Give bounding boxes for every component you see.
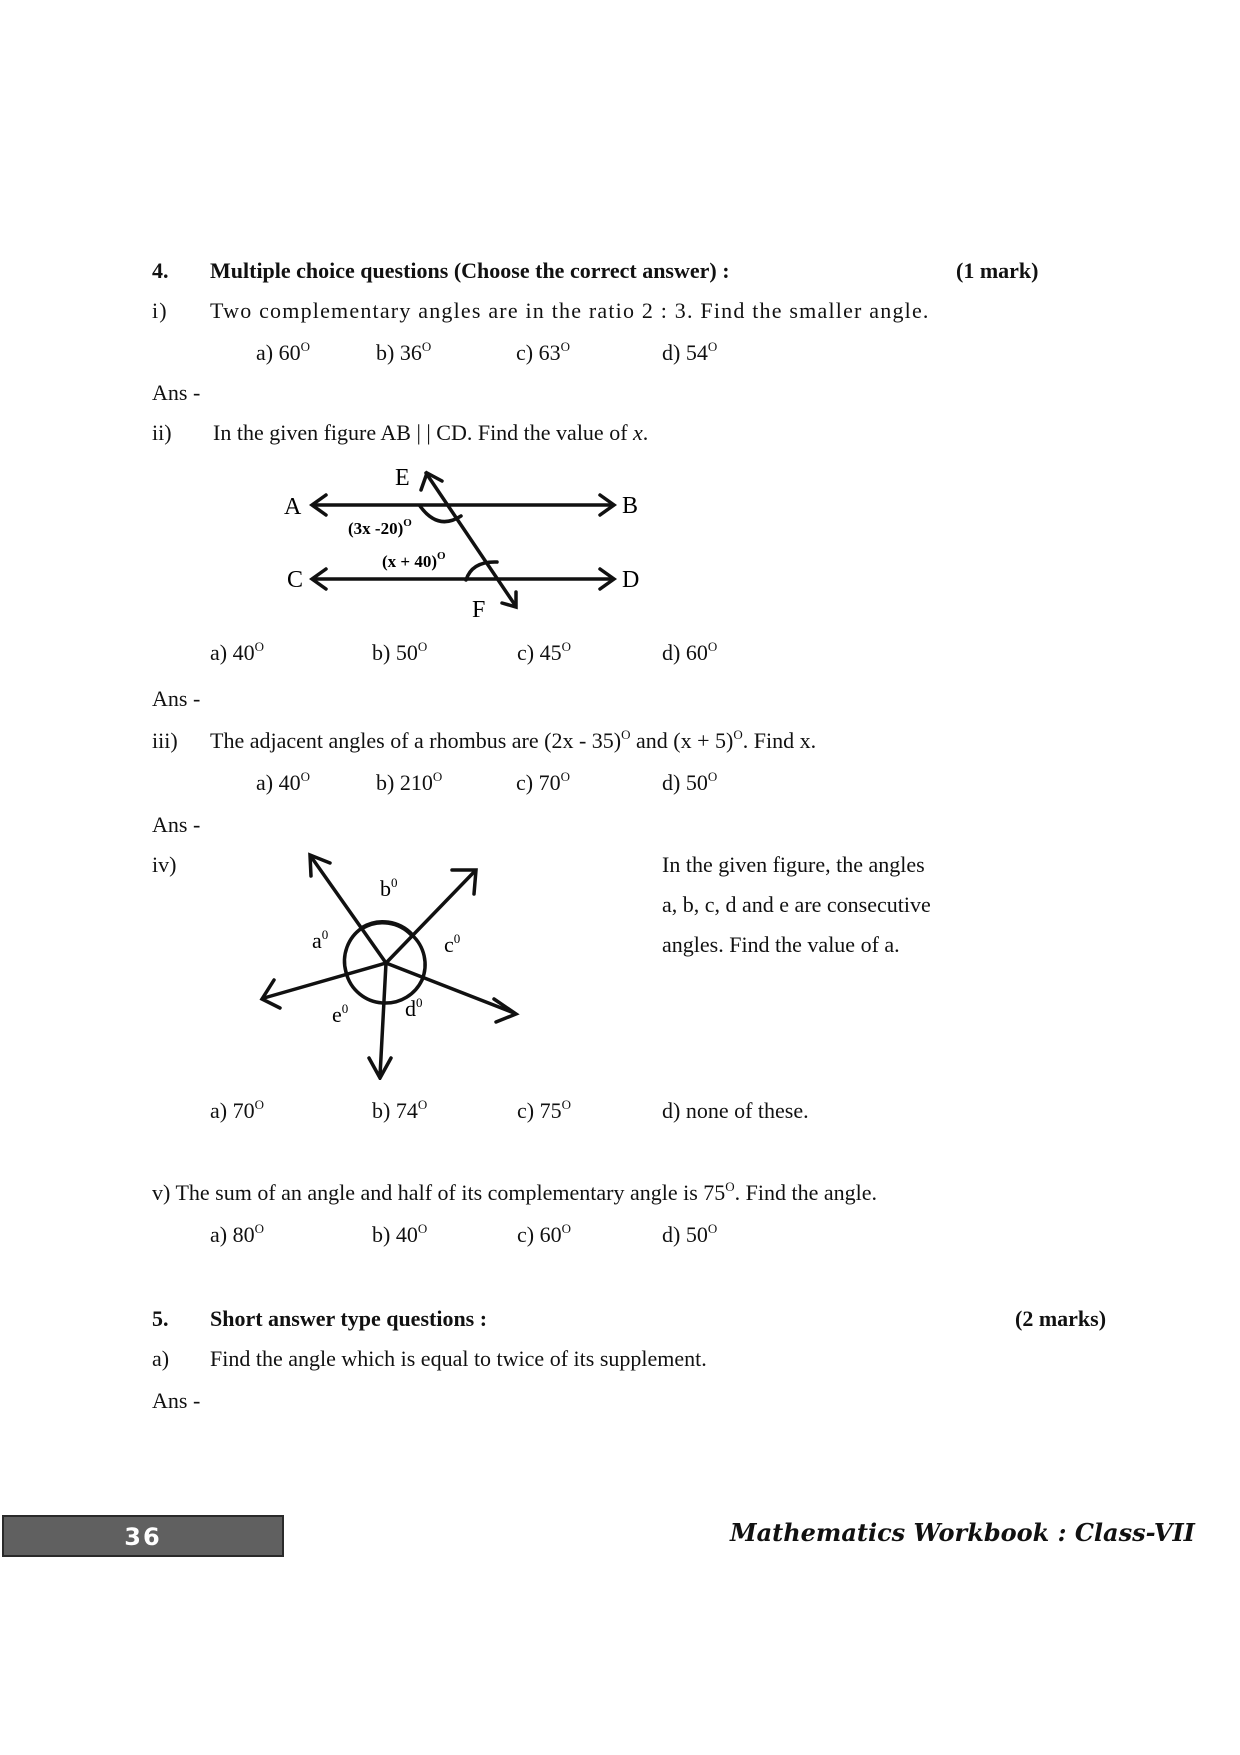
q-iv-side-text-3: angles. Find the value of a. bbox=[662, 932, 900, 957]
q-iv-side-text-1: In the given figure, the angles bbox=[662, 852, 925, 877]
q-iii-option-c: c) $70^O$ bbox=[516, 769, 570, 795]
q4-heading: Multiple choice questions (Choose the correct answer) : bbox=[210, 258, 730, 283]
label-b: B bbox=[622, 493, 639, 519]
ray-5 bbox=[380, 963, 386, 1076]
q-iii-ans: Ans - bbox=[152, 812, 201, 837]
label-c: C bbox=[287, 567, 304, 593]
q-iv-option-c: c) $75^O$ bbox=[517, 1097, 571, 1123]
q-v-text: v) The sum of an angle and half of its complementary angle is $75^O$. Find the angle. bbox=[152, 1179, 878, 1205]
q5a-text: Find the angle which is equal to twice of its supplement. bbox=[210, 1346, 707, 1371]
q-ii-text: In the given figure AB | | CD. Find the value of x. bbox=[213, 420, 649, 445]
angle-c-label: $c^0$ bbox=[444, 931, 461, 957]
angle-a-label: $a^0$ bbox=[312, 927, 329, 953]
q-v-option-c: c) $60^O$ bbox=[517, 1221, 571, 1247]
q-i-option-c: c) $63^O$ bbox=[516, 339, 570, 365]
q4-number: 4. bbox=[152, 258, 169, 283]
q-ii-ans: Ans - bbox=[152, 686, 201, 711]
q-i-option-a: a) $60^O$ bbox=[256, 339, 310, 365]
label-e: E bbox=[395, 465, 410, 491]
q-i-option-b: b) $36^O$ bbox=[376, 339, 432, 365]
q-ii-label: ii) bbox=[152, 420, 172, 445]
ray-2 bbox=[386, 872, 474, 963]
q5-marks: (2 marks) bbox=[1015, 1306, 1107, 1331]
q-i-text: Two complementary angles are in the ratio 2 : 3. Find the smaller angle. bbox=[210, 298, 930, 323]
q-iii-text: The adjacent angles of a rhombus are (2x - 35)$^O$ and $(x + 5)^O$. Find x. bbox=[210, 727, 817, 753]
q-v-option-b: b) $40^O$ bbox=[372, 1221, 428, 1247]
angle-b-label: $b^0$ bbox=[380, 875, 398, 901]
q-iv-side-text-2: a, b, c, d and e are consecutive bbox=[662, 892, 931, 917]
q5-heading: Short answer type questions : bbox=[210, 1306, 488, 1331]
transversal-ef bbox=[426, 473, 515, 605]
q-ii-option-a: a) $40^O$ bbox=[210, 639, 264, 665]
label-a: A bbox=[284, 494, 302, 520]
q-v-option-d: d) $50^O$ bbox=[662, 1221, 718, 1247]
q-iii-option-b: b) $210^O$ bbox=[376, 769, 443, 795]
label-d: D bbox=[622, 567, 640, 593]
angle-label-2: $(x + 40)^O$ bbox=[382, 550, 446, 571]
q-i-option-d: d) $54^O$ bbox=[662, 339, 718, 365]
angle-d-label: $d^0$ bbox=[405, 995, 423, 1021]
q-iii-label: iii) bbox=[152, 728, 178, 753]
q-iv-option-b: b) $74^O$ bbox=[372, 1097, 428, 1123]
book-title: Mathematics Workbook : Class-VII bbox=[730, 1518, 1195, 1547]
q-ii-option-d: d) $60^O$ bbox=[662, 639, 718, 665]
arc-a bbox=[344, 928, 362, 972]
q-ii-option-b: b) $50^O$ bbox=[372, 639, 428, 665]
arc-e bbox=[346, 972, 384, 1003]
q-i-label: i) bbox=[152, 298, 168, 323]
q5-number: 5. bbox=[152, 1306, 169, 1331]
consecutive-angles-figure bbox=[240, 840, 540, 1080]
q-iv-option-d: d) none of these. bbox=[662, 1098, 809, 1123]
q-v-option-a: a) $80^O$ bbox=[210, 1221, 264, 1247]
q-i-ans: Ans - bbox=[152, 380, 201, 405]
parallel-lines-figure bbox=[270, 455, 670, 625]
q-ii-option-c: c) $45^O$ bbox=[517, 639, 571, 665]
ray-1 bbox=[312, 858, 386, 963]
angle-e-label: $e^0$ bbox=[332, 1001, 349, 1027]
q4-marks: (1 mark) bbox=[956, 258, 1039, 283]
arc-b bbox=[362, 922, 412, 935]
angle-label-1: (3x -20)$^O$ bbox=[348, 517, 412, 538]
page-number-box bbox=[2, 1515, 284, 1557]
q-iii-option-d: d) $50^O$ bbox=[662, 769, 718, 795]
q5a-ans: Ans - bbox=[152, 1388, 201, 1413]
q-iv-option-a: a) $70^O$ bbox=[210, 1097, 264, 1123]
q-iii-option-a: a) $40^O$ bbox=[256, 769, 310, 795]
q-iv-label: iv) bbox=[152, 852, 177, 877]
page-number: 36 bbox=[124, 1523, 162, 1551]
ray-3 bbox=[264, 963, 386, 998]
label-f: F bbox=[472, 597, 486, 623]
q5a-label: a) bbox=[152, 1346, 170, 1371]
